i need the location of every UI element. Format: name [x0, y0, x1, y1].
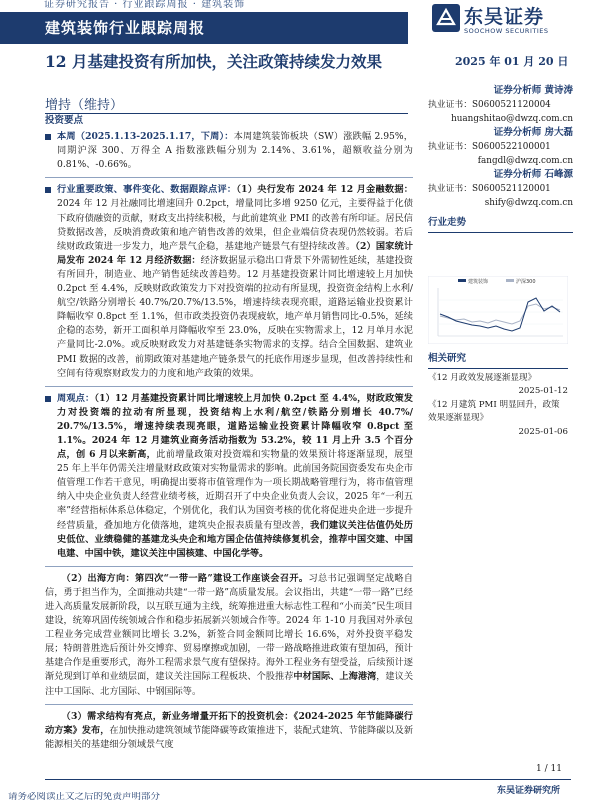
analyst-cert: 执业证书：S0600521120001 [428, 184, 551, 194]
logo-chinese: 东吴证券 [464, 6, 545, 28]
trend-heading: 行业走势 [428, 217, 467, 228]
p4-bold-end: 中材国际、上海港湾 [293, 671, 377, 683]
disclaimer-note: 请务必阅读正文之后的免责声明部分 [8, 792, 161, 800]
policy-tracking-paragraph [45, 183, 413, 380]
report-title: 12 月基建投资有所加快，关注政策持续发力效果 [45, 52, 382, 71]
logo-english: SOOCHOW SECURITIES [464, 27, 549, 35]
legend-sector: 建筑装饰 [468, 279, 489, 285]
p2-lead: 行业重要政策、事件变化、数据跟踪点评： [57, 184, 237, 196]
weekly-performance-paragraph [45, 130, 413, 172]
points-heading: 投资要点 [45, 115, 84, 126]
analyst-sidebar [428, 80, 573, 233]
p3-text1: 此前增量政策对投资端和实物量的效果预计将逐渐显现，展望 25 年上半年仍需关注增量财政政策对实物量需求的影响。此前国务院国资委发布央企市值管理工作若干意见，明确提出要将市值管理作为一项长期战略管理行为，将市值管理纳入中央企业负责人经营业绩考核，近期召开了中央企业负责人会议，2025 年“一利五率”经营指标体系总体稳定，个别优化，我们认为国资考核的优化将促进央企进一步提升经营质量，叠加地方化债落地，建筑央企报表质量有望改善， [57, 449, 413, 531]
p2-text2: 经济数据显示稳出口背景下外需韧性延续，基建投资有所回升，制造业、地产销售延续改善趋势。12 月基建投资累计同比增速较上月加快 0.2pct 至 4.4%，反映财政政策发力下对投资端的拉动有所显现，投资资金结构上水利/航空/铁路分别增长 40.7%/20.7%/13.5%，增速持续表现亮眼，道路运输业投资累计降幅收窄 0.8pct 至 1.1%，但市政类投资仍表现疲软，地产单月销售同比-0.5%，延续企稳的态势，新开工面积单月降幅收窄至 23.0%，反映在实物需求上，12 月单月水泥产量同比-2.0%。或反映财政发力对基建链条实物需求的支撑。结合全国数据、建筑业 PMI 数据的改善，前期政策对基建地产链条景气的托底作用逐步显现，但改善持续性和空间有待观察财政发力的力度和地产政策的效果。 [57, 254, 413, 379]
analyst-name: 证券分析师 石峰源 [493, 169, 573, 180]
related-item-date: 2025-01-06 [518, 426, 568, 437]
p4-text: 习总书记强调坚定战略自信，勇于担当作为，全面推动共建“一带一路”高质量发展。会议指出，共建“一带一路”已经进入高质量发展新阶段，以互联互通为主线，统筹推进重大标志性工程和“小而美”民生项目建设，统筹巩固传统领域合作和稳步拓展新兴领域合作等。2024 年 1-10 月我国对外承包工程业务完成营业额同比增长 3.2%，新签合同金额同比增长 16.6%，对外投资平稳发展；特朗普胜选后预计外交博弈、贸易摩擦或加剧，一带一路战略推进政策有望加码，预计基建合作是重要形式，海外工程需求景气度有望保持。海外工程业务有望受益，后续预计逐渐兑现到订单和业绩层面，建议关注国际工程板块、个股推荐 [45, 572, 413, 683]
legend-swatch-sector [458, 279, 466, 282]
analyst-cert: 执业证书：S0600522100001 [428, 142, 551, 152]
p3-bold1: （1）12 月基建投资累计同比增速较上月加快 0.2pct 至 4.4%，财政政策发力对投资端的拉动有所显现，投资结构上水利/航空/铁路分别增长 40.7%/ 20.7%/13.5%，增速持续表现亮眼，道路运输业投资累计降幅收窄 0.8pct 至 1.1%。2024 年 12 月建筑业商务活动指数为 53.2%，较 11 月上升 3.5 个百分点，创 6 月以来新高， [57, 392, 413, 461]
analyst-email[interactable]: fangdl@dwzq.com.cn [477, 156, 573, 166]
report-date: 2025 年 01 月 20 日 [455, 55, 569, 68]
overseas-paragraph [45, 572, 413, 699]
report-category-strip: 证券研究报告 · 行业跟踪周报 · 建筑装饰 [44, 0, 246, 10]
p3-bold2: 我们建议关注估值仍处历史低位、业绩稳健的基建龙头央企和地方国企估值持续修复机会，推荐中国交建、中国电建、中国中铁，建议关注中国核建、中国化学等。 [57, 519, 413, 559]
section-divider [45, 177, 413, 178]
analyst-name: 证券分析师 黄诗涛 [493, 85, 573, 96]
related-item-title[interactable]: 《12 月政效发展逐渐显现》 [428, 372, 537, 383]
banner-title: 建筑装饰行业跟踪周报 [45, 19, 206, 37]
bullet-icon [45, 187, 51, 193]
legend-swatch-index [506, 279, 514, 282]
related-research [428, 352, 568, 439]
analyst-name: 证券分析师 房大磊 [493, 127, 573, 138]
p4-text-end: ，建议关注中工国际、北方国际、中钢国际等。 [45, 671, 414, 697]
page-number: 1 / 11 [536, 764, 562, 774]
analyst-email[interactable]: huangshitao@dwzq.com.cn [451, 114, 573, 124]
related-item-date: 2025-01-12 [518, 386, 568, 396]
demand-structure-paragraph [45, 710, 413, 752]
logo-mark-icon [432, 4, 460, 32]
trend-rule [428, 232, 573, 233]
weekly-view-paragraph [45, 392, 413, 561]
related-item-title[interactable]: 《12 月建筑 PMI 明显回升，政策效果逐渐显现》 [428, 399, 560, 423]
analyst-block [428, 168, 573, 210]
p3-lead: 周观点： [57, 392, 95, 404]
related-rule [428, 368, 568, 369]
rating-label: 增持（维持） [45, 98, 124, 113]
p4-bold: （2）出海方向：第四次“一带一路”建设工作座谈会召开。 [61, 572, 309, 584]
p2-text1: 2024 年 12 月社融同比增速回升 0.2pct，增量同比多增 9250 亿元，主要得益于化债下政府债融资的贡献，财政支出持续积极，与此前建筑业 PMI 的改善有所印证。居民信贷数据改善，反映消费政策和地产销售改善的效果，但企业端信贷表现仍然较弱。若后续财政政策进一步发力，地产景气企稳，基建地产链景气有望持续改善。 [57, 198, 413, 252]
analyst-cert: 执业证书：S0600521120004 [428, 100, 551, 110]
p2-bold2: （2）国家统计局发布 2024 年 12 月经济数据： [57, 240, 414, 266]
footer-brand: 东吴证券研究所 [497, 786, 561, 796]
main-content [45, 112, 413, 752]
p2-bold1: （1）央行发布 2024 年 12 月金融数据： [236, 184, 413, 196]
company-logo [432, 2, 572, 40]
p1-lead: 本周（2025.1.13-2025.1.17，下周）： [57, 131, 234, 143]
legend-index: 沪深300 [516, 279, 536, 285]
bullet-icon [45, 134, 51, 140]
section-divider [45, 386, 413, 387]
footer-divider [45, 779, 571, 780]
p5-text: 在加快推动建筑领域节能降碳等政策推进下，装配式建筑、节能降碳以及新能源相关的基建细分领域景气度 [45, 724, 414, 750]
section-divider [45, 704, 413, 705]
analyst-block [428, 126, 573, 168]
related-heading: 相关研究 [428, 353, 467, 364]
analyst-email[interactable]: shify@dwzq.com.cn [484, 198, 573, 208]
bullet-icon [45, 396, 51, 402]
p5-bold: （3）需求结构有亮点，新业务增量开拓下的投资机会： [61, 710, 294, 722]
trend-chart [428, 276, 568, 344]
section-divider [45, 566, 413, 567]
p1-text: 本周建筑装饰板块（SW）涨跌幅 2.95%，同期沪深 300、万得全 A 指数涨跌幅分别为 2.14%、3.61%，超额收益分别为 0.81%、-0.66%。 [57, 131, 413, 171]
analyst-block [428, 84, 573, 126]
p5-bold-b: 《2024-2025 年节能降碳行动方案》发布， [45, 710, 413, 736]
